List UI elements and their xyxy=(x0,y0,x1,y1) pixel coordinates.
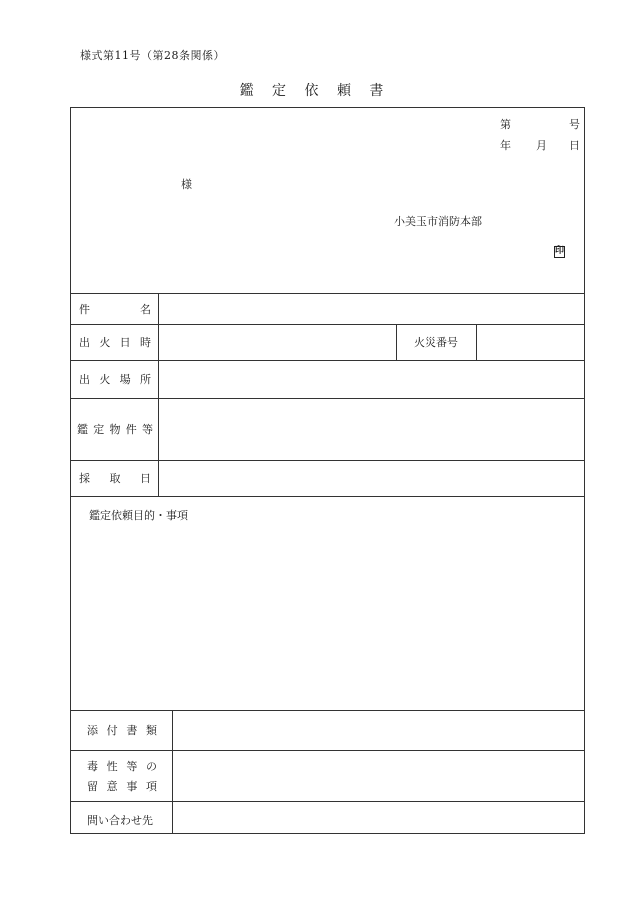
document-title: 鑑 定 依 頼 書 xyxy=(239,83,391,99)
fire-location-field[interactable] xyxy=(159,361,585,398)
issue-number-suffix: 号 xyxy=(569,118,580,131)
appraisal-items-field[interactable] xyxy=(159,399,585,460)
case-name-label: 件 名 xyxy=(79,303,151,316)
date-day-label: 日 xyxy=(569,139,580,152)
collection-date-label: 採 取 日 xyxy=(79,472,151,485)
appraisal-items-label: 鑑 定 物 件 等 xyxy=(77,423,153,436)
toxicity-notes-label-line2: 留 意 事 項 xyxy=(87,780,157,793)
form-number: 様式第11号（第28条関係） xyxy=(80,49,225,62)
date-year-label: 年 xyxy=(500,139,511,152)
contact-field[interactable] xyxy=(173,802,585,833)
fire-datetime-field[interactable] xyxy=(159,325,396,360)
addressee-suffix: 様 xyxy=(181,178,192,191)
request-form-sheet xyxy=(70,107,585,834)
fire-datetime-label: 出 火 日 時 xyxy=(79,336,151,349)
attachments-label: 添 付 書 類 xyxy=(87,724,157,737)
fire-number-field[interactable] xyxy=(477,325,585,360)
appraisal-purpose-field[interactable] xyxy=(72,526,584,709)
fire-location-label: 出 火 場 所 xyxy=(79,373,151,386)
seal-stamp-mark: 印 xyxy=(555,246,565,256)
fire-number-label: 火災番号 xyxy=(414,336,458,349)
case-name-field[interactable] xyxy=(159,294,585,324)
contact-label: 問い合わせ先 xyxy=(87,814,153,827)
toxicity-notes-label-line1: 毒 性 等 の xyxy=(87,760,157,773)
toxicity-notes-field[interactable] xyxy=(173,751,585,801)
date-month-label: 月 xyxy=(536,139,547,152)
issue-number-prefix: 第 xyxy=(500,118,511,131)
attachments-field[interactable] xyxy=(173,711,585,750)
issuer-name: 小美玉市消防本部 xyxy=(394,215,482,228)
appraisal-purpose-label: 鑑定依頼目的・事項 xyxy=(89,509,188,522)
collection-date-field[interactable] xyxy=(159,461,585,496)
